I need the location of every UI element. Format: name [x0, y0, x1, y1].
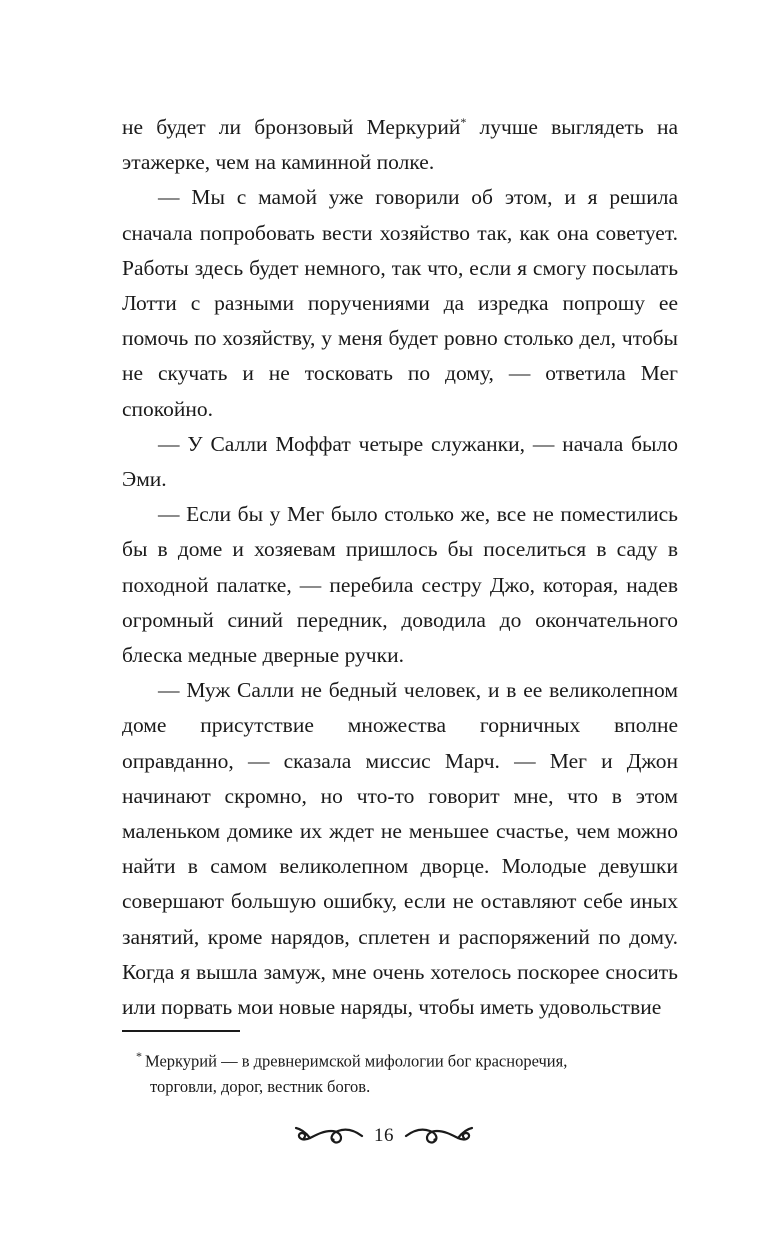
page-body: [122, 110, 678, 1025]
paragraph-continued: [122, 110, 678, 180]
page-footer: [0, 1120, 768, 1151]
page-number: 16: [374, 1124, 394, 1146]
footnote-reference-marker[interactable]: *: [460, 114, 467, 129]
paragraph-text-after-reference: лучше выглядеть на этажерке, чем на каминной полке.: [122, 115, 678, 175]
footnote-marker: *: [136, 1049, 142, 1063]
footnote-area: [122, 1030, 678, 1099]
paragraph-mrs-march: — Муж Салли не бедный человек, и в ее великолепном доме присутствие множества горничных вполне оправданно, — сказала миссис Марч. — Мег и Джон начинают скромно, но что-то говорит мне, что в этом маленьком домике их ждет не меньшее счастье, чем можно найти в самом великолепном дворце. Молодые девушки совершают большую ошибку, если не оставляют себе иных занятий, кроме нарядов, сплетен и распоряжений по дому. Когда я вышла замуж, мне очень хотелось поскорее сносить или порвать мои новые наряды, чтобы иметь удовольствие: [122, 678, 678, 1020]
flourish-ornament-icon-left: [294, 1120, 364, 1151]
footnote-line-2: торговли, дорог, вестник богов.: [150, 1076, 371, 1096]
flourish-ornament-icon-right: [404, 1120, 474, 1151]
footnote-text: [122, 1044, 678, 1074]
paragraph-text: не будет ли бронзовый Меркурий: [122, 115, 461, 139]
paragraph-amy: — У Салли Моффат четыре служанки, — начала было Эми.: [122, 431, 678, 492]
footnote-line-1: Меркурий — в древнеримской мифологии бог красноречия,: [145, 1051, 568, 1071]
paragraph-meg-reply: — Мы с мамой уже говорили об этом, и я решила сначала попробовать вести хозяйство так, как она советует. Работы здесь будет немного, так что, если я смогу посылать Лотти с разными поручениями да изредка попрошу ее помочь по хозяйству, у меня будет ровно столько дел, чтобы не скучать и не тосковать по дому, — ответила Мег спокойно.: [122, 185, 678, 421]
paragraph-jo: — Если бы у Мег было столько же, все не поместились бы в доме и хозяевам пришлось бы поселиться в саду в походной палатке, — перебила сестру Джо, которая, надев огромный синий передник, доводила до окончательного блеска медные дверные ручки.: [122, 502, 678, 668]
footnote-separator-rule: [122, 1030, 240, 1032]
